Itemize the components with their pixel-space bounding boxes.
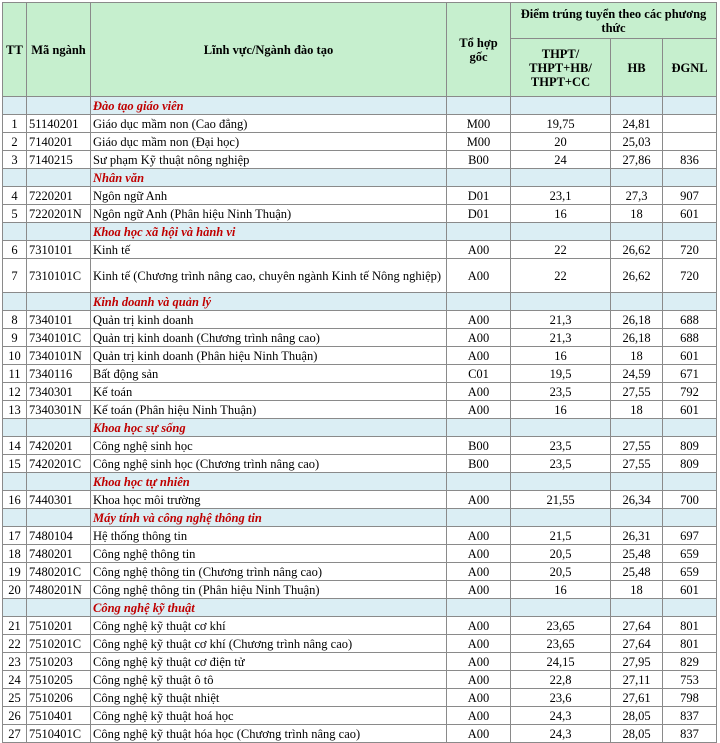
row-ma-nganh: 7510206 — [27, 689, 91, 707]
table-row — [3, 527, 717, 545]
category-empty-cell — [663, 97, 717, 115]
row-diem-hb: 26,18 — [611, 311, 663, 329]
row-diem-hb: 27,11 — [611, 671, 663, 689]
row-ma-nganh: 7510401C — [27, 725, 91, 743]
table-row — [3, 383, 717, 401]
row-tt: 1 — [3, 115, 27, 133]
row-tt: 21 — [3, 617, 27, 635]
row-diem-dgnl: 688 — [663, 329, 717, 347]
row-tt: 19 — [3, 563, 27, 581]
category-name: Khoa học tự nhiên — [91, 473, 447, 491]
row-tt: 23 — [3, 653, 27, 671]
row-ma-nganh: 7480201C — [27, 563, 91, 581]
category-empty-cell — [663, 599, 717, 617]
category-row — [3, 169, 717, 187]
row-ma-nganh: 7420201 — [27, 437, 91, 455]
row-diem-thpt: 23,65 — [511, 635, 611, 653]
row-to-hop: B00 — [447, 455, 511, 473]
row-diem-dgnl: 829 — [663, 653, 717, 671]
row-diem-thpt: 16 — [511, 401, 611, 419]
row-diem-hb: 27,86 — [611, 151, 663, 169]
row-tt: 16 — [3, 491, 27, 509]
row-to-hop: B00 — [447, 437, 511, 455]
row-ma-nganh: 7480104 — [27, 527, 91, 545]
category-empty-cell — [3, 223, 27, 241]
row-ten-nganh: Quản trị kinh doanh — [91, 311, 447, 329]
category-empty-cell — [511, 473, 611, 491]
row-ma-nganh: 7510401 — [27, 707, 91, 725]
table-row — [3, 259, 717, 293]
table-row — [3, 455, 717, 473]
row-ten-nganh: Kinh tế (Chương trình nâng cao, chuyên ngành Kinh tế Nông nghiệp) — [91, 259, 447, 293]
row-to-hop: C01 — [447, 365, 511, 383]
row-to-hop: A00 — [447, 689, 511, 707]
row-tt: 10 — [3, 347, 27, 365]
category-row — [3, 223, 717, 241]
row-diem-thpt: 19,75 — [511, 115, 611, 133]
header-thpt: THPT/ THPT+HB/ THPT+CC — [511, 39, 611, 97]
row-ma-nganh: 7140201 — [27, 133, 91, 151]
category-name: Đào tạo giáo viên — [91, 97, 447, 115]
row-to-hop: A00 — [447, 617, 511, 635]
row-to-hop: A00 — [447, 671, 511, 689]
category-name: Công nghệ kỹ thuật — [91, 599, 447, 617]
row-ma-nganh: 7340301 — [27, 383, 91, 401]
row-tt: 3 — [3, 151, 27, 169]
row-ten-nganh: Hệ thống thông tin — [91, 527, 447, 545]
row-diem-thpt: 23,65 — [511, 617, 611, 635]
row-ten-nganh: Công nghệ sinh học (Chương trình nâng cao) — [91, 455, 447, 473]
row-diem-dgnl: 671 — [663, 365, 717, 383]
row-ten-nganh: Giáo dục mầm non (Cao đẳng) — [91, 115, 447, 133]
category-empty-cell — [663, 419, 717, 437]
category-empty-cell — [27, 473, 91, 491]
row-ten-nganh: Kế toán (Phân hiệu Ninh Thuận) — [91, 401, 447, 419]
row-tt: 5 — [3, 205, 27, 223]
category-empty-cell — [511, 169, 611, 187]
row-diem-thpt: 24,3 — [511, 725, 611, 743]
row-to-hop: A00 — [447, 347, 511, 365]
row-diem-hb: 27,95 — [611, 653, 663, 671]
row-diem-dgnl: 720 — [663, 259, 717, 293]
table-row — [3, 725, 717, 743]
category-empty-cell — [511, 599, 611, 617]
row-tt: 6 — [3, 241, 27, 259]
category-empty-cell — [27, 419, 91, 437]
category-row — [3, 419, 717, 437]
category-empty-cell — [611, 293, 663, 311]
row-diem-thpt: 16 — [511, 347, 611, 365]
category-empty-cell — [511, 97, 611, 115]
row-ma-nganh: 7480201N — [27, 581, 91, 599]
row-tt: 24 — [3, 671, 27, 689]
row-tt: 14 — [3, 437, 27, 455]
row-ten-nganh: Giáo dục mầm non (Đại học) — [91, 133, 447, 151]
table-row — [3, 491, 717, 509]
row-ma-nganh: 7340101N — [27, 347, 91, 365]
category-empty-cell — [3, 473, 27, 491]
row-tt: 15 — [3, 455, 27, 473]
row-diem-hb: 25,48 — [611, 545, 663, 563]
row-to-hop: M00 — [447, 133, 511, 151]
category-empty-cell — [27, 293, 91, 311]
admission-scores-table — [2, 2, 717, 743]
table-row — [3, 707, 717, 725]
category-row — [3, 509, 717, 527]
row-diem-dgnl: 837 — [663, 725, 717, 743]
table-row — [3, 437, 717, 455]
row-diem-dgnl: 809 — [663, 455, 717, 473]
category-empty-cell — [447, 473, 511, 491]
category-empty-cell — [3, 599, 27, 617]
row-ma-nganh: 7140215 — [27, 151, 91, 169]
row-tt: 13 — [3, 401, 27, 419]
row-diem-thpt: 21,5 — [511, 527, 611, 545]
row-to-hop: B00 — [447, 151, 511, 169]
row-ma-nganh: 7220201N — [27, 205, 91, 223]
table-row — [3, 115, 717, 133]
row-diem-dgnl: 837 — [663, 707, 717, 725]
category-name: Nhân văn — [91, 169, 447, 187]
row-diem-hb: 18 — [611, 347, 663, 365]
row-to-hop: M00 — [447, 115, 511, 133]
table-row — [3, 151, 717, 169]
category-empty-cell — [27, 509, 91, 527]
row-diem-dgnl: 700 — [663, 491, 717, 509]
row-ma-nganh: 7310101C — [27, 259, 91, 293]
row-ma-nganh: 7420201C — [27, 455, 91, 473]
category-empty-cell — [27, 223, 91, 241]
row-ten-nganh: Công nghệ thông tin (Phân hiệu Ninh Thuận) — [91, 581, 447, 599]
table-row — [3, 241, 717, 259]
category-empty-cell — [663, 509, 717, 527]
row-ma-nganh: 7340101C — [27, 329, 91, 347]
row-tt: 7 — [3, 259, 27, 293]
row-ten-nganh: Công nghệ thông tin — [91, 545, 447, 563]
row-diem-hb: 26,31 — [611, 527, 663, 545]
row-ten-nganh: Bất động sản — [91, 365, 447, 383]
row-diem-dgnl: 907 — [663, 187, 717, 205]
row-diem-thpt: 22 — [511, 259, 611, 293]
row-diem-dgnl: 688 — [663, 311, 717, 329]
table-body — [3, 97, 717, 743]
table-row — [3, 329, 717, 347]
category-row — [3, 97, 717, 115]
category-empty-cell — [3, 169, 27, 187]
row-diem-thpt: 20 — [511, 133, 611, 151]
row-diem-thpt: 23,5 — [511, 383, 611, 401]
header-tt: TT — [3, 3, 27, 97]
row-diem-hb: 26,62 — [611, 241, 663, 259]
row-ten-nganh: Công nghệ sinh học — [91, 437, 447, 455]
row-tt: 25 — [3, 689, 27, 707]
category-empty-cell — [663, 223, 717, 241]
row-diem-dgnl: 792 — [663, 383, 717, 401]
row-diem-thpt: 21,3 — [511, 329, 611, 347]
category-empty-cell — [447, 293, 511, 311]
row-diem-hb: 25,03 — [611, 133, 663, 151]
category-empty-cell — [3, 509, 27, 527]
row-ten-nganh: Ngôn ngữ Anh (Phân hiệu Ninh Thuận) — [91, 205, 447, 223]
row-diem-thpt: 23,5 — [511, 437, 611, 455]
category-empty-cell — [511, 293, 611, 311]
row-to-hop: A00 — [447, 259, 511, 293]
row-to-hop: A00 — [447, 311, 511, 329]
table-row — [3, 205, 717, 223]
table-row — [3, 671, 717, 689]
row-to-hop: A00 — [447, 725, 511, 743]
row-ten-nganh: Quản trị kinh doanh (Chương trình nâng cao) — [91, 329, 447, 347]
row-ma-nganh: 7510201 — [27, 617, 91, 635]
row-diem-thpt: 21,3 — [511, 311, 611, 329]
table-row — [3, 563, 717, 581]
category-empty-cell — [447, 169, 511, 187]
category-row — [3, 293, 717, 311]
row-ten-nganh: Công nghệ kỹ thuật hóa học (Chương trình nâng cao) — [91, 725, 447, 743]
row-diem-hb: 26,34 — [611, 491, 663, 509]
row-tt: 12 — [3, 383, 27, 401]
table-row — [3, 347, 717, 365]
row-to-hop: D01 — [447, 205, 511, 223]
row-tt: 18 — [3, 545, 27, 563]
category-empty-cell — [611, 599, 663, 617]
row-diem-thpt: 24 — [511, 151, 611, 169]
row-diem-hb: 24,81 — [611, 115, 663, 133]
category-name: Kinh doanh và quản lý — [91, 293, 447, 311]
category-empty-cell — [611, 419, 663, 437]
category-empty-cell — [511, 223, 611, 241]
table-row — [3, 581, 717, 599]
row-diem-dgnl: 601 — [663, 205, 717, 223]
row-diem-dgnl: 809 — [663, 437, 717, 455]
table-row — [3, 653, 717, 671]
row-ma-nganh: 7340116 — [27, 365, 91, 383]
category-empty-cell — [611, 97, 663, 115]
row-diem-hb: 28,05 — [611, 707, 663, 725]
row-diem-hb: 26,62 — [611, 259, 663, 293]
row-diem-hb: 18 — [611, 205, 663, 223]
category-empty-cell — [3, 293, 27, 311]
row-ma-nganh: 7510201C — [27, 635, 91, 653]
category-row — [3, 473, 717, 491]
row-diem-hb: 25,48 — [611, 563, 663, 581]
row-tt: 27 — [3, 725, 27, 743]
category-empty-cell — [663, 169, 717, 187]
row-ma-nganh: 7220201 — [27, 187, 91, 205]
row-diem-hb: 26,18 — [611, 329, 663, 347]
row-diem-hb: 28,05 — [611, 725, 663, 743]
category-empty-cell — [447, 223, 511, 241]
category-row — [3, 599, 717, 617]
row-diem-thpt: 19,5 — [511, 365, 611, 383]
row-ma-nganh: 7340101 — [27, 311, 91, 329]
row-diem-thpt: 20,5 — [511, 545, 611, 563]
row-tt: 22 — [3, 635, 27, 653]
row-ma-nganh: 7340301N — [27, 401, 91, 419]
row-diem-hb: 24,59 — [611, 365, 663, 383]
row-diem-thpt: 23,1 — [511, 187, 611, 205]
category-empty-cell — [3, 97, 27, 115]
row-diem-thpt: 16 — [511, 205, 611, 223]
row-diem-dgnl: 836 — [663, 151, 717, 169]
row-diem-dgnl: 601 — [663, 347, 717, 365]
row-ten-nganh: Công nghệ kỹ thuật cơ khí (Chương trình nâng cao) — [91, 635, 447, 653]
row-diem-thpt: 23,6 — [511, 689, 611, 707]
category-empty-cell — [611, 223, 663, 241]
row-diem-dgnl: 601 — [663, 581, 717, 599]
row-to-hop: A00 — [447, 653, 511, 671]
header-linh-vuc: Lĩnh vực/Ngành đào tạo — [91, 3, 447, 97]
row-ten-nganh: Công nghệ kỹ thuật nhiệt — [91, 689, 447, 707]
category-empty-cell — [27, 97, 91, 115]
row-diem-dgnl: 798 — [663, 689, 717, 707]
row-to-hop: A00 — [447, 383, 511, 401]
table-row — [3, 401, 717, 419]
header-diem-group: Điểm trúng tuyển theo các phương thức — [511, 3, 717, 39]
row-ma-nganh: 7510203 — [27, 653, 91, 671]
row-diem-hb: 27,55 — [611, 455, 663, 473]
category-empty-cell — [511, 509, 611, 527]
row-to-hop: A00 — [447, 635, 511, 653]
row-diem-dgnl — [663, 133, 717, 151]
row-ten-nganh: Kinh tế — [91, 241, 447, 259]
row-tt: 20 — [3, 581, 27, 599]
row-diem-thpt: 24,15 — [511, 653, 611, 671]
table-row — [3, 365, 717, 383]
row-to-hop: A00 — [447, 241, 511, 259]
row-ma-nganh: 7480201 — [27, 545, 91, 563]
category-name: Khoa học sự sống — [91, 419, 447, 437]
header-dgnl: ĐGNL — [663, 39, 717, 97]
row-diem-dgnl: 801 — [663, 635, 717, 653]
row-diem-thpt: 23,5 — [511, 455, 611, 473]
table-row — [3, 545, 717, 563]
row-tt: 26 — [3, 707, 27, 725]
row-diem-dgnl: 753 — [663, 671, 717, 689]
category-empty-cell — [447, 599, 511, 617]
row-to-hop: A00 — [447, 707, 511, 725]
row-diem-dgnl — [663, 115, 717, 133]
category-empty-cell — [27, 169, 91, 187]
row-diem-thpt: 22,8 — [511, 671, 611, 689]
row-to-hop: A00 — [447, 563, 511, 581]
row-diem-hb: 27,64 — [611, 635, 663, 653]
row-diem-thpt: 16 — [511, 581, 611, 599]
category-empty-cell — [447, 509, 511, 527]
row-diem-dgnl: 601 — [663, 401, 717, 419]
row-diem-hb: 27,55 — [611, 437, 663, 455]
row-tt: 8 — [3, 311, 27, 329]
row-tt: 17 — [3, 527, 27, 545]
row-diem-dgnl: 720 — [663, 241, 717, 259]
category-empty-cell — [611, 509, 663, 527]
category-empty-cell — [611, 169, 663, 187]
category-name: Máy tính và công nghệ thông tin — [91, 509, 447, 527]
row-ten-nganh: Công nghệ kỹ thuật cơ điện tử — [91, 653, 447, 671]
row-diem-hb: 27,64 — [611, 617, 663, 635]
row-diem-hb: 27,61 — [611, 689, 663, 707]
row-diem-thpt: 20,5 — [511, 563, 611, 581]
header-hb: HB — [611, 39, 663, 97]
row-tt: 11 — [3, 365, 27, 383]
row-diem-dgnl: 659 — [663, 563, 717, 581]
row-diem-thpt: 21,55 — [511, 491, 611, 509]
row-ten-nganh: Ngôn ngữ Anh — [91, 187, 447, 205]
row-ten-nganh: Khoa học môi trường — [91, 491, 447, 509]
row-diem-hb: 27,55 — [611, 383, 663, 401]
category-empty-cell — [3, 419, 27, 437]
row-diem-thpt: 24,3 — [511, 707, 611, 725]
row-ten-nganh: Kế toán — [91, 383, 447, 401]
row-tt: 2 — [3, 133, 27, 151]
category-empty-cell — [447, 97, 511, 115]
row-ten-nganh: Công nghệ kỹ thuật cơ khí — [91, 617, 447, 635]
table-row — [3, 635, 717, 653]
category-empty-cell — [27, 599, 91, 617]
row-ma-nganh: 7440301 — [27, 491, 91, 509]
row-ten-nganh: Sư phạm Kỹ thuật nông nghiệp — [91, 151, 447, 169]
table-row — [3, 311, 717, 329]
row-to-hop: A00 — [447, 545, 511, 563]
row-ma-nganh: 7310101 — [27, 241, 91, 259]
row-ten-nganh: Công nghệ kỹ thuật ô tô — [91, 671, 447, 689]
row-diem-dgnl: 801 — [663, 617, 717, 635]
row-diem-hb: 27,3 — [611, 187, 663, 205]
row-ten-nganh: Công nghệ thông tin (Chương trình nâng cao) — [91, 563, 447, 581]
category-name: Khoa học xã hội và hành vi — [91, 223, 447, 241]
row-to-hop: A00 — [447, 401, 511, 419]
category-empty-cell — [611, 473, 663, 491]
row-ma-nganh: 51140201 — [27, 115, 91, 133]
row-ten-nganh: Công nghệ kỹ thuật hoá học — [91, 707, 447, 725]
row-tt: 9 — [3, 329, 27, 347]
row-diem-dgnl: 659 — [663, 545, 717, 563]
category-empty-cell — [663, 473, 717, 491]
row-diem-dgnl: 697 — [663, 527, 717, 545]
header-ma-nganh: Mã ngành — [27, 3, 91, 97]
table-row — [3, 617, 717, 635]
row-diem-hb: 18 — [611, 581, 663, 599]
header-to-hop: Tổ hợp gốc — [447, 3, 511, 97]
row-to-hop: A00 — [447, 329, 511, 347]
row-diem-thpt: 22 — [511, 241, 611, 259]
table-row — [3, 187, 717, 205]
category-empty-cell — [511, 419, 611, 437]
row-to-hop: D01 — [447, 187, 511, 205]
table-row — [3, 689, 717, 707]
category-empty-cell — [663, 293, 717, 311]
row-ma-nganh: 7510205 — [27, 671, 91, 689]
row-to-hop: A00 — [447, 491, 511, 509]
category-empty-cell — [447, 419, 511, 437]
row-diem-hb: 18 — [611, 401, 663, 419]
row-tt: 4 — [3, 187, 27, 205]
table-row — [3, 133, 717, 151]
row-ten-nganh: Quản trị kinh doanh (Phân hiệu Ninh Thuận) — [91, 347, 447, 365]
row-to-hop: A00 — [447, 527, 511, 545]
row-to-hop: A00 — [447, 581, 511, 599]
